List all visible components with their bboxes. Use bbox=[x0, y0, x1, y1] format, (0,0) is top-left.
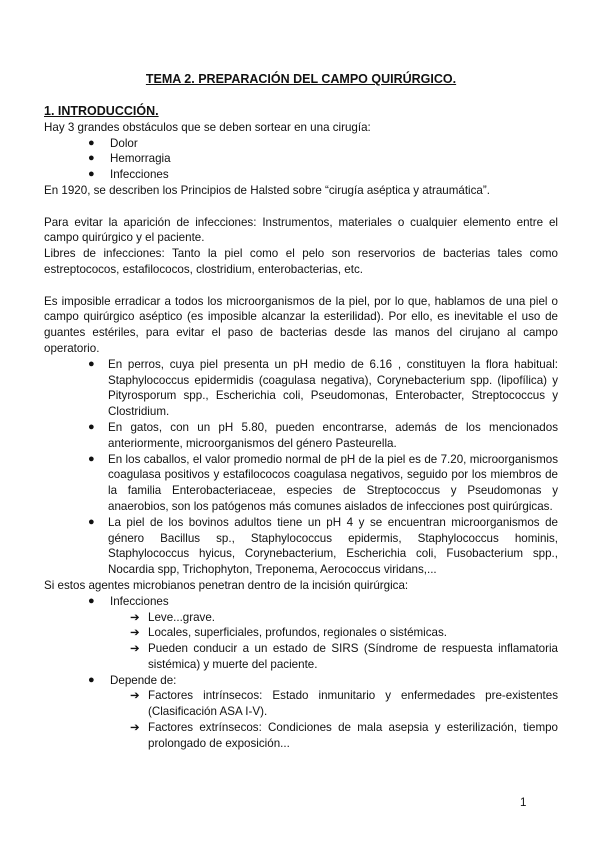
list-item: ● En los caballos, el valor promedio normal de pH de la piel es de 7.20, microorganismos coagulasa positivos y estafilococos coagulasa negativos, seguido por los miembros de la familia Enterobacteriaceae, especies de Streptococcus y Pseudomonas y anaerobios, son los patógenos más comunes aislados de infecciones post quirúrgicas. bbox=[88, 452, 558, 513]
section-heading: 1. INTRODUCCIÓN. bbox=[44, 104, 159, 118]
section-introduccion bbox=[44, 104, 558, 752]
asepsis-paragraph: Es imposible erradicar a todos los microorganismos de la piel, por lo que, hablamos de una piel o campo quirúrgico aséptico (es imposible alcanzar la esterilidad). Por ello, es inevitable el uso de guantes estériles, para evitar el paso de bacterias desde las manos del cirujano al campo operatorio. bbox=[44, 294, 558, 355]
list-item: ● Depende de: bbox=[88, 673, 177, 687]
prevention-paragraph: Para evitar la aparición de infecciones: Instrumentos, materiales o cualquier elemento entre el campo quirúrgico y el paciente. bbox=[44, 215, 558, 245]
document-title: TEMA 2. PREPARACIÓN DEL CAMPO QUIRÚRGICO. bbox=[145, 72, 457, 86]
arrow-icon: ➔ bbox=[130, 610, 140, 624]
bullet-icon: ● bbox=[88, 515, 95, 528]
bullet-icon: ● bbox=[88, 168, 95, 181]
list-item: ● Dolor bbox=[88, 136, 138, 150]
consequences-list bbox=[44, 594, 558, 610]
list-item: ● Infecciones bbox=[88, 168, 169, 182]
intro-paragraph: Hay 3 grandes obstáculos que se deben sortear en una cirugía: bbox=[44, 120, 371, 134]
obstacles-list bbox=[44, 136, 558, 183]
page-number: 1 bbox=[520, 796, 527, 809]
species-list bbox=[44, 357, 558, 578]
depends-sublist bbox=[44, 688, 558, 751]
infections-sublist bbox=[44, 610, 558, 673]
bullet-icon: ● bbox=[88, 420, 95, 433]
list-item: ● La piel de los bovinos adultos tiene un pH 4 y se encuentran microorganismos de género Bacillus sp., Staphylococcus epidermis, Staphylococcus hominis, Staphylococcus hyicus, Corynebacterium, Escherichia coli, Fusobacterium spp., Nocardia spp, Trichophyton, Treponema, Aerococcus viridans,... bbox=[88, 515, 558, 577]
agents-paragraph: Si estos agentes microbianos penetran dentro de la incisión quirúrgica: bbox=[44, 578, 409, 592]
list-item: ➔ Factores intrínsecos: Estado inmunitario y enfermedades pre-existentes (Clasificación ASA I-V). bbox=[130, 689, 558, 719]
list-item: ➔ Factores extrínsecos: Condiciones de mala asepsia y esterilización, tiempo prolongado de exposición... bbox=[130, 721, 558, 750]
arrow-icon: ➔ bbox=[130, 721, 140, 735]
reservoirs-paragraph: Libres de infecciones: Tanto la piel como el pelo son reservorios de bacterias tales como estreptococos, estafilococos, clostridium, enterobacterias, etc. bbox=[44, 247, 558, 276]
list-item: ➔ Locales, superficiales, profundos, regionales o sistémicas. bbox=[130, 626, 448, 640]
arrow-icon: ➔ bbox=[130, 689, 140, 703]
bullet-icon: ● bbox=[88, 152, 95, 165]
bullet-icon: ● bbox=[88, 594, 95, 607]
list-item: ● Hemorragia bbox=[88, 152, 171, 166]
arrow-icon: ➔ bbox=[130, 626, 140, 640]
arrow-icon: ➔ bbox=[130, 642, 140, 656]
bullet-icon: ● bbox=[88, 673, 95, 686]
halsted-paragraph: En 1920, se describen los Principios de Halsted sobre “cirugía aséptica y atraumática”. bbox=[44, 183, 490, 197]
list-item: ➔ Leve...grave. bbox=[130, 610, 216, 624]
list-item: ● En gatos, con un pH 5.80, pueden encontrarse, además de los mencionados anteriormente, microorganismos del género Pasteurella. bbox=[88, 420, 558, 450]
list-item: ➔ Pueden conducir a un estado de SIRS (Síndrome de respuesta inflamatoria sistémica) y muerte del paciente. bbox=[130, 642, 558, 671]
list-item: ● En perros, cuya piel presenta un pH medio de 6.16 , constituyen la flora habitual: Staphylococcus epidermidis (coagulasa negativa), Corynebacterium spp. (lipofílica) y Pityrosporum spp., Escherichia coli, Pseudomonas, Enterobacter, Streptococcus y Clostridium. bbox=[88, 357, 558, 419]
bullet-icon: ● bbox=[88, 136, 95, 149]
depends-list bbox=[44, 673, 558, 689]
bullet-icon: ● bbox=[88, 357, 95, 370]
bullet-icon: ● bbox=[88, 452, 95, 465]
list-item: ● Infecciones bbox=[88, 594, 169, 608]
